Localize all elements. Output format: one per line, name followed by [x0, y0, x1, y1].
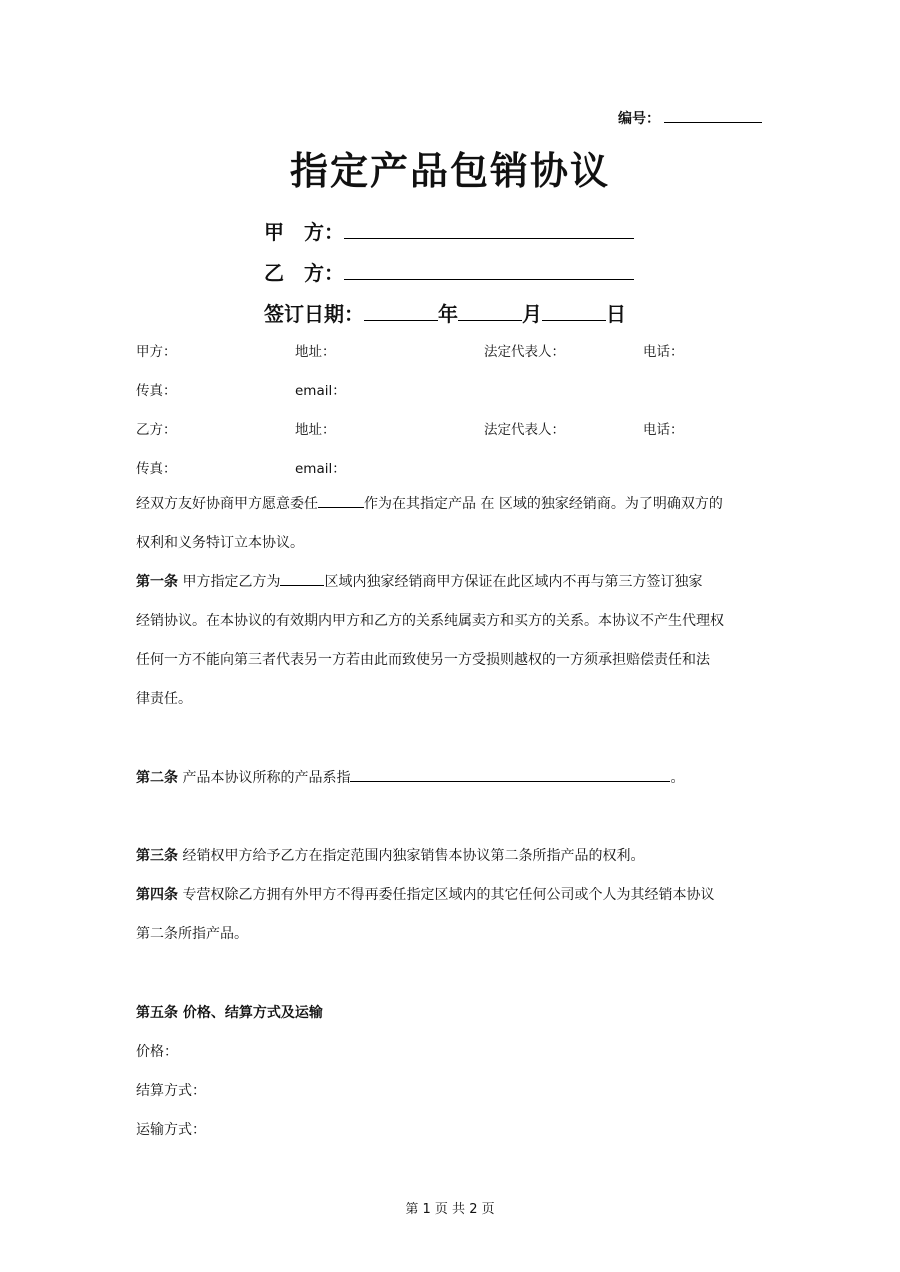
- product-blank[interactable]: [350, 767, 670, 782]
- article-4-heading: 第四条: [136, 887, 178, 903]
- price-field: 价格：: [136, 1044, 178, 1060]
- sign-date-line: [264, 298, 626, 327]
- article-2-heading: 第二条: [136, 770, 178, 786]
- party-b-line: [264, 257, 634, 286]
- year-blank[interactable]: [364, 304, 438, 321]
- article-2: 第二条 产品本协议所称的产品系指 。: [136, 759, 776, 798]
- info-address-a: 地址：: [295, 344, 336, 360]
- article-4-line-2: 第二条所指产品。: [136, 926, 248, 942]
- document-number: [618, 108, 762, 128]
- article-1-line-3: 任何一方不能向第三者代表另一方若由此而致使另一方受损则越权的一方须承担赔偿责任和法: [136, 652, 710, 668]
- article-3: 第三条 经销权甲方给予乙方在指定范围内独家销售本协议第二条所指产品的权利。: [136, 848, 645, 864]
- appointee-blank[interactable]: [318, 493, 364, 508]
- article-5: [136, 994, 776, 1150]
- document-title: 指定产品包销协议: [289, 149, 610, 193]
- article-1-line-2: 经销协议。在本协议的有效期内甲方和乙方的关系纯属卖方和买方的关系。本协议不产生代理权: [136, 613, 724, 629]
- info-legal-rep-b: 法定代表人：: [484, 422, 565, 438]
- info-party-a: 甲方：: [136, 344, 177, 360]
- party-a-label: 甲 方：: [264, 220, 344, 244]
- article-1-line-1: 第一条 甲方指定乙方为 区域内独家经销商甲方保证在此区域内不再与第三方签订独家: [136, 563, 776, 602]
- doc-no-label: 编号：: [618, 111, 660, 127]
- intro-paragraph: [136, 485, 776, 563]
- page-footer: 第 1 页 共 2 页: [405, 1202, 495, 1217]
- day-blank[interactable]: [542, 304, 606, 321]
- party-a-blank[interactable]: [344, 222, 634, 239]
- article-5-heading: 第五条 价格、结算方式及运输: [136, 1005, 323, 1021]
- info-phone-a: 电话：: [643, 344, 684, 360]
- month-blank[interactable]: [458, 304, 522, 321]
- info-fax-a: 传真：: [136, 383, 177, 399]
- year-label: 年: [438, 302, 458, 326]
- article-3-heading: 第三条: [136, 848, 178, 864]
- article-1-heading: 第一条: [136, 574, 178, 590]
- transport-field: 运输方式：: [136, 1122, 206, 1138]
- info-fax-b: 传真：: [136, 461, 177, 477]
- article-1-line-4: 律责任。: [136, 691, 192, 707]
- party-b-label: 乙 方：: [264, 261, 344, 285]
- info-party-b: 乙方：: [136, 422, 177, 438]
- settlement-field: 结算方式：: [136, 1083, 206, 1099]
- intro-line-2: 权利和义务特订立本协议。: [136, 535, 304, 551]
- party-b-blank[interactable]: [344, 263, 634, 280]
- info-address-b: 地址：: [295, 422, 336, 438]
- doc-no-blank[interactable]: [664, 110, 762, 123]
- sign-date-label: 签订日期：: [264, 302, 364, 326]
- info-email-a: email：: [295, 383, 346, 399]
- intro-line-1: 经双方友好协商甲方愿意委任 作为在其指定产品 在 区域的独家经销商。为了明确双方的: [136, 485, 776, 524]
- region-blank[interactable]: [280, 571, 324, 586]
- article-1: [136, 563, 776, 719]
- article-4: 第四条 专营权除乙方拥有外甲方不得再委任指定区域内的其它任何公司或个人为其经销本协议 第二条所指产品。: [136, 876, 776, 954]
- info-phone-b: 电话：: [643, 422, 684, 438]
- info-legal-rep-a: 法定代表人：: [484, 344, 565, 360]
- day-label: 日: [606, 302, 626, 326]
- info-email-b: email：: [295, 461, 346, 477]
- month-label: 月: [522, 302, 542, 326]
- party-a-line: [264, 216, 634, 245]
